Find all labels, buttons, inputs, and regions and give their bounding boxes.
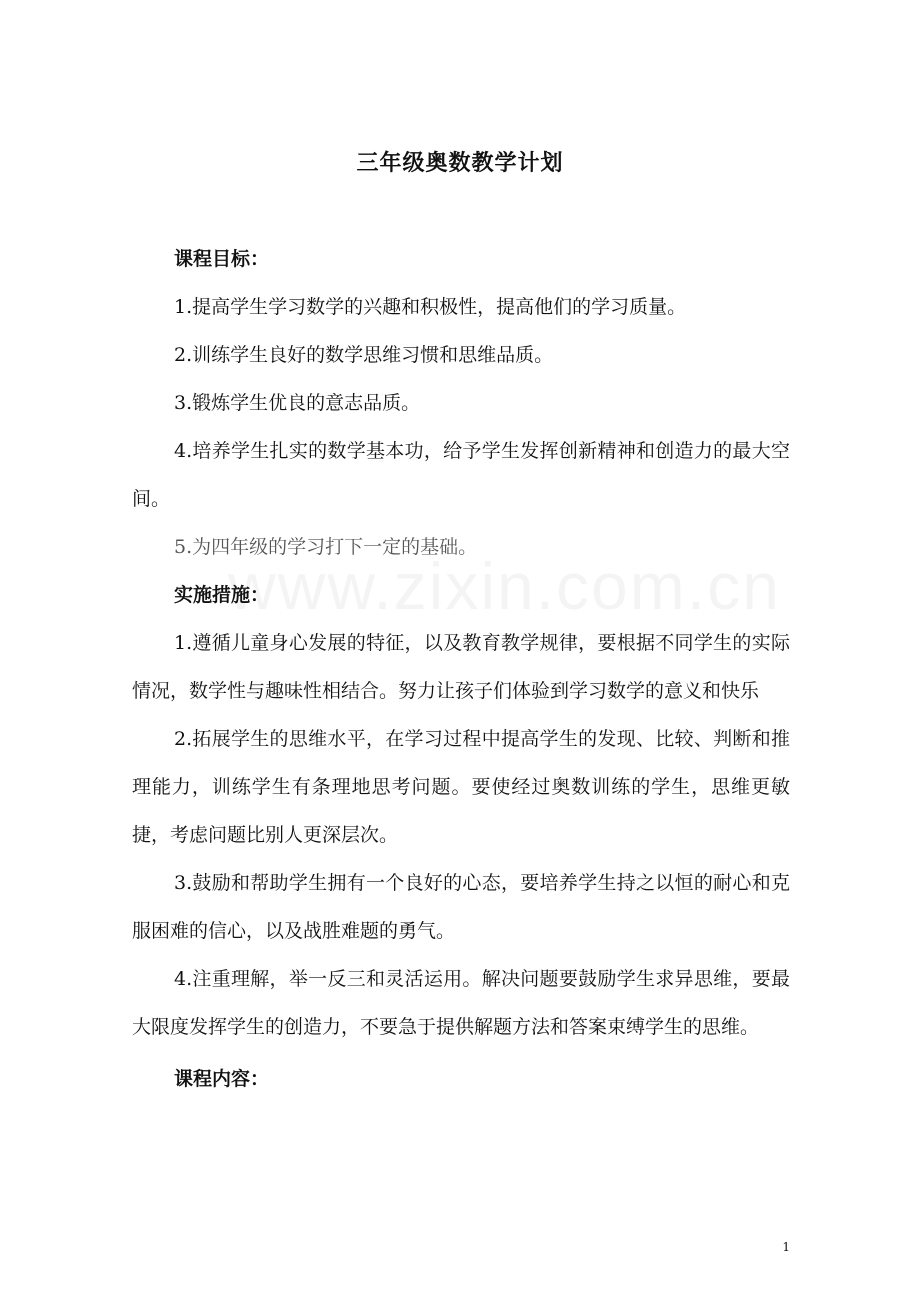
measure-item: 2.拓展学生的思维水平，在学习过程中提高学生的发现、比较、判断和推理能力，训练学生有条理地思考问题。要使经过奥数训练的学生，思维更敏捷，考虑问题比别人更深层次。 (132, 728, 790, 846)
goal-item: 5.为四年级的学习打下一定的基础。 (174, 536, 478, 558)
section-heading-content: 课程内容： (174, 1068, 270, 1090)
goal-item: 3.锻炼学生优良的意志品质。 (174, 392, 421, 414)
measure-item: 3.鼓励和帮助学生拥有一个良好的心态，要培养学生持之以恒的耐心和克服困难的信心，以及战胜难题的勇气。 (132, 872, 790, 942)
measure-item: 4.注重理解，举一反三和灵活运用。解决问题要鼓励学生求异思维，要最大限度发挥学生的创造力，不要急于提供解题方法和答案束缚学生的思维。 (132, 968, 790, 1038)
document-title: 三年级奥数教学计划 (356, 150, 564, 176)
goal-item: 4.培养学生扎实的数学基本功，给予学生发挥创新精神和创造力的最大空间。 (132, 440, 790, 510)
section-heading-goals: 课程目标： (174, 248, 270, 270)
goal-item: 2.训练学生良好的数学思维习惯和思维品质。 (174, 344, 554, 366)
measure-item: 1.遵循儿童身心发展的特征，以及教育教学规律，要根据不同学生的实际情况，数学性与趣味性相结合。努力让孩子们体验到学习数学的意义和快乐 (132, 632, 790, 702)
document-body (132, 235, 790, 1103)
goal-item: 1.提高学生学习数学的兴趣和积极性，提高他们的学习质量。 (174, 296, 687, 318)
section-heading-measures: 实施措施： (174, 584, 270, 606)
page-number: 1 (782, 1240, 790, 1254)
